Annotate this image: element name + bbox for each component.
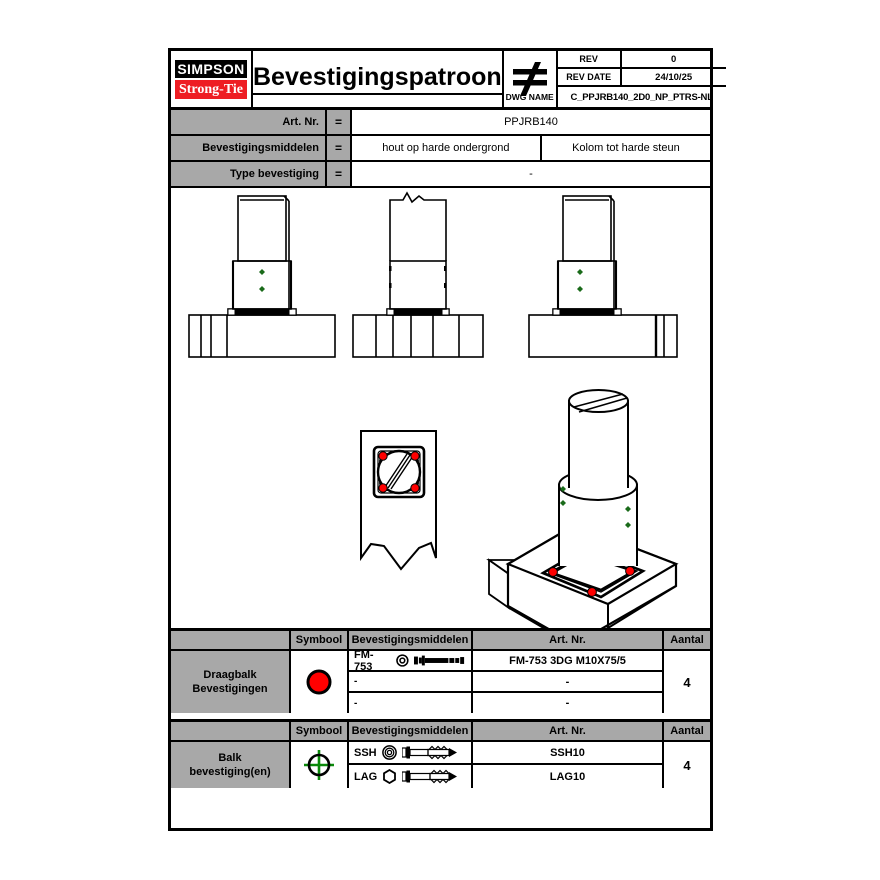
bom-header-artnr-1: Art. Nr. (473, 631, 664, 651)
bom-desc-draagbalk (171, 651, 291, 713)
bom-artnr-ssh: SSH10 (473, 742, 664, 763)
bom-desc-line2-2: bevestiging(en) (189, 766, 271, 778)
bom-row-empty-2 (349, 693, 664, 713)
info-label-art-nr: Art. Nr. (171, 110, 327, 134)
bom-table-draagbalk (171, 628, 710, 713)
bom-body-2 (171, 742, 710, 788)
info-value-hout-op-harde-ondergrond: hout op harde ondergrond (352, 136, 542, 160)
info-eq-1: = (327, 136, 352, 160)
technical-drawing-svg (171, 188, 710, 628)
bom-table-balk (171, 722, 710, 788)
hexagon-icon (382, 769, 397, 784)
bom-row-lag (349, 765, 664, 788)
info-value-art-nr: PPJRB140 (504, 116, 558, 128)
bom-symbol-cell-1 (291, 651, 349, 713)
info-label-bevestigingsmiddelen: Bevestigingsmiddelen (171, 136, 327, 160)
bom-row-fm753 (349, 648, 664, 673)
green-anchor-dot (259, 269, 265, 292)
table-separator (171, 713, 710, 722)
info-eq-0: = (327, 110, 352, 134)
expansion-anchor-icon (414, 654, 471, 667)
bom-header-aantal-1: Aantal (664, 631, 710, 651)
bom-code-ssh: SSH (354, 746, 377, 759)
bom-qty-1: 4 (683, 674, 691, 690)
bom-desc-line1-2: Balk (218, 752, 242, 764)
view-plan (361, 431, 436, 569)
bom-artnr-empty-2: - (473, 693, 664, 713)
bom-mid-empty-1: - (349, 672, 473, 691)
view-front-elevation (189, 196, 335, 357)
view-side-elevation (353, 193, 483, 357)
simpson-strongtie-logo (171, 51, 253, 107)
lag-screw-icon (402, 769, 458, 784)
bom-header-middelen-2: Bevestigingsmiddelen (349, 722, 473, 742)
bom-mid-ssh (349, 742, 473, 763)
bom-mid-empty-2: - (349, 693, 473, 713)
bom-code-fm753: FM-753 (354, 648, 374, 673)
green-anchor-dot (577, 269, 583, 292)
info-label-type-bevestiging: Type bevestiging (171, 162, 327, 186)
info-row-bevestigingsmiddelen (171, 136, 710, 162)
info-eq-2: = (327, 162, 352, 186)
bom-desc-line1-1: Draagbalk (203, 669, 257, 681)
bom-row-empty-1 (349, 672, 664, 693)
logo-strongtie-text: Strong-Tie (175, 80, 247, 99)
bom-lines-2 (349, 742, 664, 788)
info-value-kolom-tot-harde-steun: Kolom tot harde steun (572, 142, 680, 154)
bom-header-blank-1 (171, 631, 291, 651)
bom-header-blank-2 (171, 722, 291, 742)
bom-artnr-empty-1: - (473, 672, 664, 691)
info-value-type-bevestiging: - (529, 168, 533, 180)
bom-mid-lag (349, 765, 473, 788)
bom-lines-1 (349, 648, 664, 713)
info-row-type-bevestiging (171, 162, 710, 188)
red-filled-circle-icon (304, 667, 334, 697)
bom-header-middelen-1: Bevestigingsmiddelen (349, 631, 473, 651)
drawing-sheet (168, 48, 713, 831)
view-rear-elevation (529, 196, 677, 357)
sheet-title-text: Bevestigingspatroon (253, 63, 502, 95)
bom-mid-fm753 (349, 648, 473, 673)
dwg-name-row (504, 87, 726, 107)
bom-symbol-cell-2 (291, 742, 349, 788)
bom-qty-2: 4 (683, 757, 691, 773)
hex-washer-screw-icon (402, 745, 458, 760)
green-crosshair-icon (302, 748, 336, 782)
bom-row-ssh (349, 742, 664, 765)
logo-simpson-text: SIMPSON (175, 60, 247, 78)
bom-header-aantal-2: Aantal (664, 722, 710, 742)
rev-date-row (558, 69, 726, 87)
bom-header-row-1 (171, 631, 710, 651)
bom-artnr-fm753: FM-753 3DG M10X75/5 (473, 651, 664, 670)
revision-block (505, 51, 726, 107)
rev-label: REV (558, 51, 622, 67)
dwg-name-label: DWG NAME (504, 87, 558, 107)
bom-artnr-lag: LAG10 (473, 765, 664, 788)
rev-row (558, 51, 726, 69)
rev-value: 0 (671, 53, 677, 65)
rev-date-label: REV DATE (558, 69, 622, 85)
rev-date-value: 24/10/25 (655, 71, 693, 83)
bom-body-1 (171, 648, 710, 713)
concentric-circle-icon (396, 654, 409, 667)
view-isometric (489, 390, 676, 628)
bom-header-symbool-1: Symbool (291, 631, 349, 651)
title-block (171, 51, 713, 110)
bom-desc-line2-1: Bevestigingen (192, 683, 268, 695)
bom-header-symbool-2: Symbool (291, 722, 349, 742)
bom-desc-balk (171, 742, 291, 788)
bom-header-row-2 (171, 722, 710, 742)
sheet-title (253, 51, 504, 107)
dwg-name-value: C_PPJRB140_2D0_NP_PTRS-NL (570, 91, 713, 103)
bom-code-lag: LAG (354, 770, 378, 783)
info-row-art-nr (171, 110, 710, 136)
bom-header-artnr-2: Art. Nr. (473, 722, 664, 742)
multi-ring-circle-icon (382, 745, 397, 760)
drawing-area (171, 188, 710, 628)
